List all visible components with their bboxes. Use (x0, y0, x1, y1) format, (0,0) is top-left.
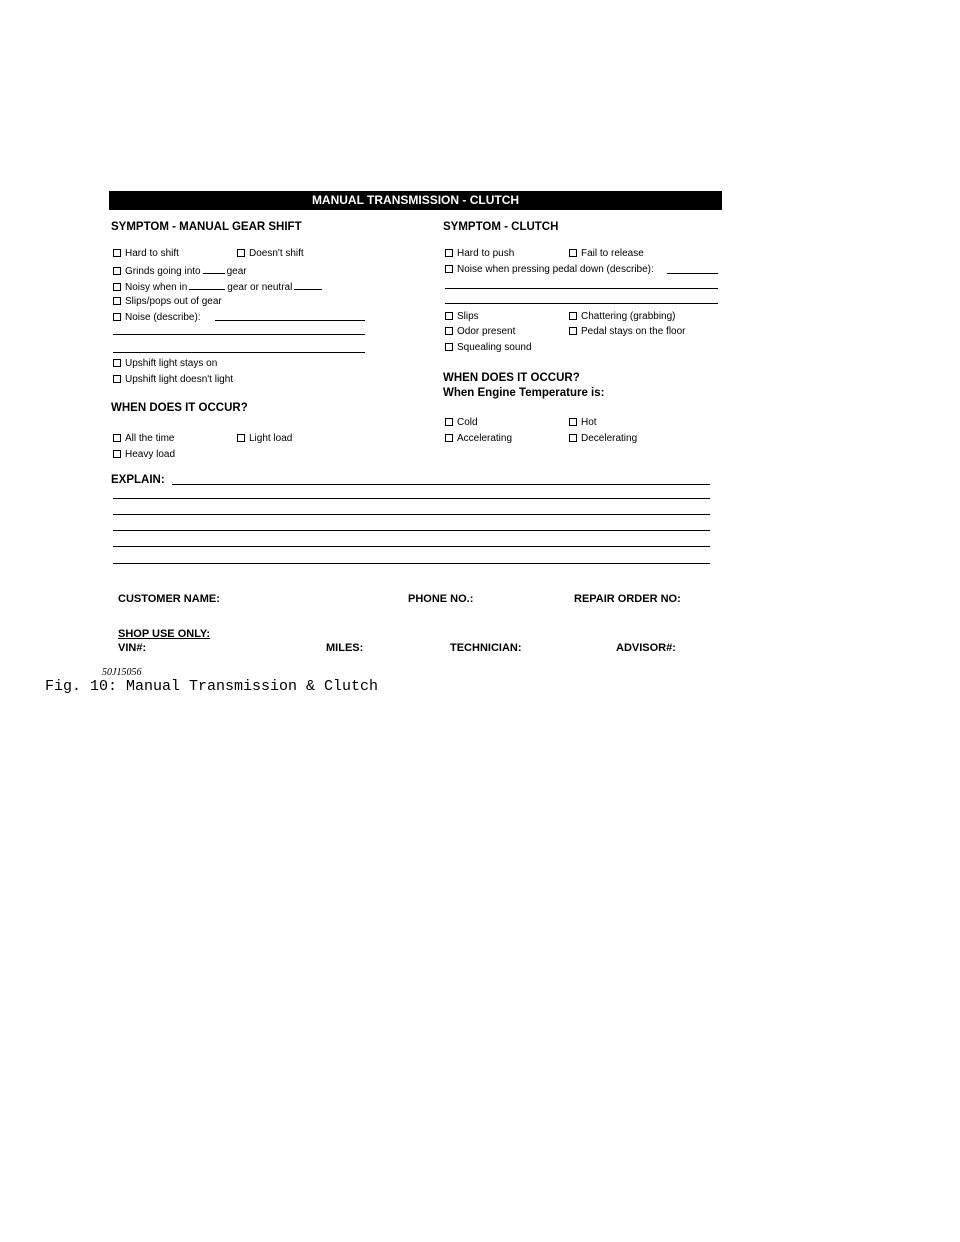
upshift-on-label: Upshift light stays on (125, 358, 218, 369)
slips-checkbox[interactable] (445, 311, 479, 323)
noisy-label-mid: gear or neutral (227, 282, 293, 293)
customer-name-label: CUSTOMER NAME: (118, 593, 220, 605)
explain-label: EXPLAIN: (111, 474, 165, 486)
noise-describe-line-1[interactable] (215, 320, 365, 321)
checkbox-icon (569, 434, 577, 442)
checkbox-icon (445, 343, 453, 351)
all-the-time-label: All the time (125, 433, 175, 444)
noisy-checkbox[interactable] (113, 280, 324, 294)
upshift-on-checkbox[interactable] (113, 358, 217, 370)
doesnt-shift-label: Doesn't shift (249, 248, 304, 259)
grinds-label-post: gear (226, 266, 247, 277)
slips-out-checkbox[interactable] (113, 296, 222, 308)
accelerating-label: Accelerating (457, 433, 513, 444)
doesnt-shift-checkbox[interactable] (237, 248, 304, 260)
noise-describe-label: Noise (describe): (125, 312, 201, 323)
odor-label: Odor present (457, 326, 516, 337)
explain-line-3[interactable] (113, 514, 710, 515)
repair-order-label: REPAIR ORDER NO: (574, 593, 681, 605)
miles-label: MILES: (326, 642, 364, 654)
gear-occur-heading: WHEN DOES IT OCCUR? (111, 402, 248, 414)
hot-checkbox[interactable] (569, 417, 597, 429)
checkbox-icon (445, 418, 453, 426)
checkbox-icon (113, 249, 121, 257)
checkbox-icon (237, 434, 245, 442)
clutch-occur-heading: WHEN DOES IT OCCUR? (443, 372, 580, 384)
checkbox-icon (569, 418, 577, 426)
checkbox-icon (113, 434, 121, 442)
checkbox-icon (445, 434, 453, 442)
technician-label: TECHNICIAN: (450, 642, 522, 654)
figure-reference-code: 50J15056 (102, 667, 142, 678)
grinds-gear-blank[interactable] (203, 264, 225, 274)
chattering-checkbox[interactable] (569, 311, 676, 323)
squealing-checkbox[interactable] (445, 342, 532, 354)
checkbox-icon (113, 313, 121, 321)
upshift-off-checkbox[interactable] (113, 374, 233, 386)
noise-describe-line-3[interactable] (113, 352, 365, 353)
checkbox-icon (445, 312, 453, 320)
decelerating-checkbox[interactable] (569, 433, 637, 445)
checkbox-icon (569, 327, 577, 335)
noise-pedal-line-1[interactable] (667, 273, 718, 274)
checkbox-icon (237, 249, 245, 257)
explain-line-5[interactable] (113, 546, 710, 547)
explain-line-1[interactable] (172, 484, 710, 485)
checkbox-icon (113, 283, 121, 291)
slips-label: Slips (457, 311, 479, 322)
accelerating-checkbox[interactable] (445, 433, 512, 445)
light-load-label: Light load (249, 433, 293, 444)
explain-line-2[interactable] (113, 498, 710, 499)
hard-to-shift-label: Hard to shift (125, 248, 179, 259)
chattering-label: Chattering (grabbing) (581, 311, 676, 322)
advisor-label: ADVISOR#: (616, 642, 676, 654)
noise-pedal-line-2[interactable] (445, 288, 718, 289)
gear-shift-heading: SYMPTOM - MANUAL GEAR SHIFT (111, 221, 302, 233)
checkbox-icon (113, 297, 121, 305)
pedal-floor-checkbox[interactable] (569, 326, 686, 338)
phone-no-label: PHONE NO.: (408, 593, 474, 605)
form-title-banner: MANUAL TRANSMISSION - CLUTCH (109, 191, 722, 210)
noise-pedal-label: Noise when pressing pedal down (describe): (457, 264, 654, 275)
checkbox-icon (445, 327, 453, 335)
grinds-label-pre: Grinds going into (125, 266, 201, 277)
light-load-checkbox[interactable] (237, 433, 292, 445)
noise-describe-line-2[interactable] (113, 334, 365, 335)
decelerating-label: Decelerating (581, 433, 638, 444)
heavy-load-label: Heavy load (125, 449, 176, 460)
noisy-neutral-blank[interactable] (294, 280, 322, 290)
checkbox-icon (113, 375, 121, 383)
grinds-checkbox[interactable] (113, 264, 247, 278)
checkbox-icon (569, 312, 577, 320)
hard-to-push-checkbox[interactable] (445, 248, 514, 260)
heavy-load-checkbox[interactable] (113, 449, 175, 461)
hot-label: Hot (581, 417, 597, 428)
noise-describe-checkbox[interactable] (113, 312, 201, 324)
checkbox-icon (445, 249, 453, 257)
cold-checkbox[interactable] (445, 417, 478, 429)
noise-pedal-line-3[interactable] (445, 303, 718, 304)
odor-checkbox[interactable] (445, 326, 515, 338)
explain-line-6[interactable] (113, 563, 710, 564)
checkbox-icon (113, 359, 121, 367)
upshift-off-label: Upshift light doesn't light (125, 374, 234, 385)
pedal-floor-label: Pedal stays on the floor (581, 326, 686, 337)
hard-to-shift-checkbox[interactable] (113, 248, 179, 260)
shop-use-only-label: SHOP USE ONLY: (118, 628, 211, 640)
clutch-heading: SYMPTOM - CLUTCH (443, 221, 559, 233)
explain-line-4[interactable] (113, 530, 710, 531)
squealing-label: Squealing sound (457, 342, 532, 353)
noisy-gear-blank[interactable] (189, 280, 225, 290)
noisy-label-pre: Noisy when in (125, 282, 188, 293)
checkbox-icon (113, 267, 121, 275)
figure-caption: Fig. 10: Manual Transmission & Clutch (45, 678, 379, 695)
hard-to-push-label: Hard to push (457, 248, 515, 259)
engine-temp-heading: When Engine Temperature is: (443, 387, 605, 399)
slips-out-label: Slips/pops out of gear (125, 296, 222, 307)
fail-release-label: Fail to release (581, 248, 644, 259)
checkbox-icon (445, 265, 453, 273)
checkbox-icon (569, 249, 577, 257)
vin-label: VIN#: (118, 642, 147, 654)
noise-pedal-checkbox[interactable] (445, 264, 654, 276)
checkbox-icon (113, 450, 121, 458)
fail-release-checkbox[interactable] (569, 248, 644, 260)
cold-label: Cold (457, 417, 478, 428)
all-the-time-checkbox[interactable] (113, 433, 174, 445)
